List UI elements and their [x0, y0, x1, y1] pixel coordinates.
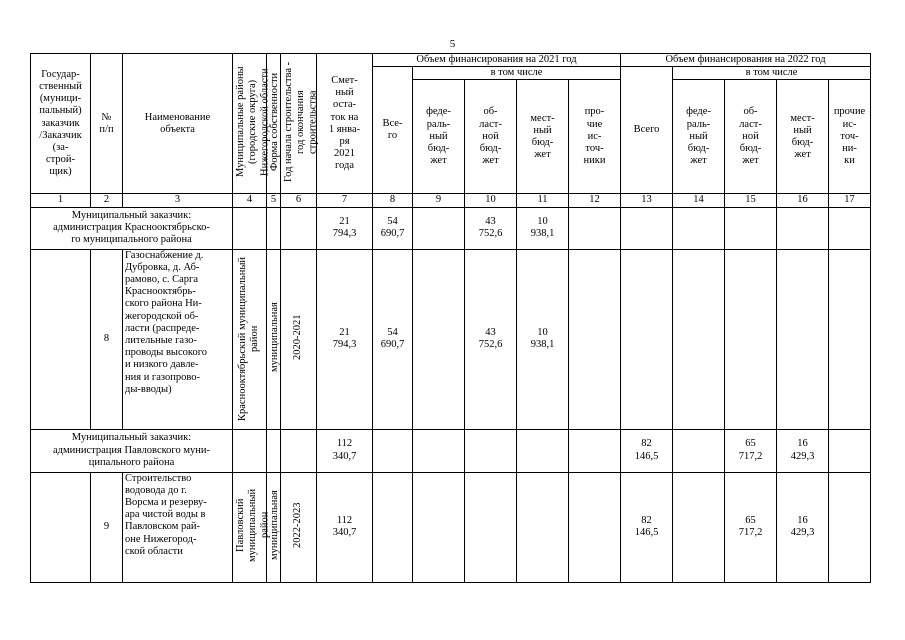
header-regional-2021: об- ласт- ной бюд- жет	[465, 80, 517, 194]
object-number: 8	[91, 249, 123, 429]
object-number: 9	[91, 472, 123, 582]
local-2021-cell: 10 938,1	[517, 207, 569, 249]
header-num: № п/п	[91, 54, 123, 194]
page-number: 5	[449, 38, 456, 50]
header-including-2021: в том числе	[413, 67, 621, 80]
column-number: 5	[267, 194, 281, 207]
header-ownership: Форма собственности	[269, 72, 280, 171]
total-2022-cell: 82 146,5	[621, 429, 673, 472]
object-district-cell	[233, 249, 267, 429]
header-object-name: Наименование объекта	[123, 54, 233, 194]
balance-cell: 112 340,7	[317, 429, 373, 472]
object-ownership-cell	[267, 249, 281, 429]
object-years-cell	[281, 472, 317, 582]
header-financing-2022: Объем финансирования на 2022 год	[621, 54, 871, 67]
column-number: 7	[317, 194, 373, 207]
object-years: 2022-2023	[292, 502, 304, 548]
object-ownership: муниципальная	[269, 302, 280, 372]
object-years: 2020-2021	[292, 314, 304, 360]
customer-name: Муниципальный заказчик: администрация Краснооктябрьско- го муниципального района	[31, 207, 233, 249]
header-ownership-cell	[267, 54, 281, 194]
header-federal-2022: феде- раль- ный бюд- жет	[673, 80, 725, 194]
object-row-9	[31, 472, 871, 582]
header-estimated-balance: Смет- ный оста- ток на 1 янва- ря 2021 года	[317, 54, 373, 194]
column-number: 6	[281, 194, 317, 207]
column-number: 13	[621, 194, 673, 207]
header-districts-cell	[233, 54, 271, 194]
customer-row-krasnooktyabrsky	[31, 207, 871, 249]
object-district-cell	[233, 472, 271, 582]
header-including-2022: в том числе	[673, 67, 871, 80]
header-financing-2021: Объем финансирования на 2021 год	[373, 54, 621, 67]
header-years: Год начала строительства - год окончания строительства	[283, 61, 319, 182]
regional-2022-cell: 65 717,2	[725, 429, 777, 472]
object-name: Строительство водовода до г. Ворсма и резерву- ара чистой воды в Павловском рай- оне Нижегород- ской области	[123, 472, 233, 582]
object-years-cell	[281, 249, 317, 429]
column-number: 16	[777, 194, 829, 207]
header-other-2022: прочие ис- точ- ни- ки	[829, 80, 871, 194]
header-federal-2021: феде- раль- ный бюд- жет	[413, 80, 465, 194]
customer-row-pavlovsky	[31, 429, 871, 472]
header-total-2022: Всего	[621, 67, 673, 194]
column-number: 4	[233, 194, 267, 207]
column-number: 8	[373, 194, 413, 207]
column-numbers-row	[31, 194, 871, 207]
header-total-2021: Все- го	[373, 67, 413, 194]
total-2021-cell: 54 690,7	[373, 207, 413, 249]
column-number: 3	[123, 194, 233, 207]
total-2021-cell: 54 690,7	[373, 249, 413, 429]
header-years-cell	[281, 54, 317, 194]
header-local-2022: мест- ный бюд- жет	[777, 80, 829, 194]
header-districts: Муниципальные районы (городские округа) Нижегородской области	[235, 66, 271, 177]
balance-cell: 21 794,3	[317, 249, 373, 429]
column-number: 2	[91, 194, 123, 207]
local-2022-cell: 16 429,3	[777, 429, 829, 472]
regional-2022-cell: 65 717,2	[725, 472, 777, 582]
column-number: 17	[829, 194, 871, 207]
object-district: Павловский муниципальный район	[235, 488, 271, 562]
object-district: Краснооктябрьский муниципальный район	[237, 257, 261, 422]
header-local-2021: мест- ный бюд- жет	[517, 80, 569, 194]
column-number: 11	[517, 194, 569, 207]
column-number: 10	[465, 194, 517, 207]
customer-name: Муниципальный заказчик: администрация Павловского муни- ципального района	[31, 429, 233, 472]
financing-table	[30, 53, 871, 583]
object-ownership-cell	[267, 472, 281, 582]
balance-cell: 21 794,3	[317, 207, 373, 249]
local-2022-cell: 16 429,3	[777, 472, 829, 582]
column-number: 1	[31, 194, 91, 207]
object-ownership: муниципальная	[269, 490, 280, 560]
object-name: Газоснабжение д. Дубровка, д. Аб- рамово, с. Сарга Краснооктябрь- ского района Ни- жегородской об- ласти (распреде- лительные газо- проводы высокого и низкого давле- ния и газопрово- ды-вводы)	[123, 249, 233, 429]
column-number: 14	[673, 194, 725, 207]
column-number: 12	[569, 194, 621, 207]
local-2021-cell: 10 938,1	[517, 249, 569, 429]
total-2022-cell: 82 146,5	[621, 472, 673, 582]
header-customer: Государ- ственный (муници- пальный) заказчик /Заказчик (за- строй- щик)	[31, 54, 91, 194]
balance-cell: 112 340,7	[317, 472, 373, 582]
header-other-2021: про- чие ис- точ- ники	[569, 80, 621, 194]
column-number: 9	[413, 194, 465, 207]
column-number: 15	[725, 194, 777, 207]
regional-2021-cell: 43 752,6	[465, 249, 517, 429]
regional-2021-cell: 43 752,6	[465, 207, 517, 249]
object-row-8	[31, 249, 871, 429]
header-regional-2022: об- ласт- ной бюд- жет	[725, 80, 777, 194]
